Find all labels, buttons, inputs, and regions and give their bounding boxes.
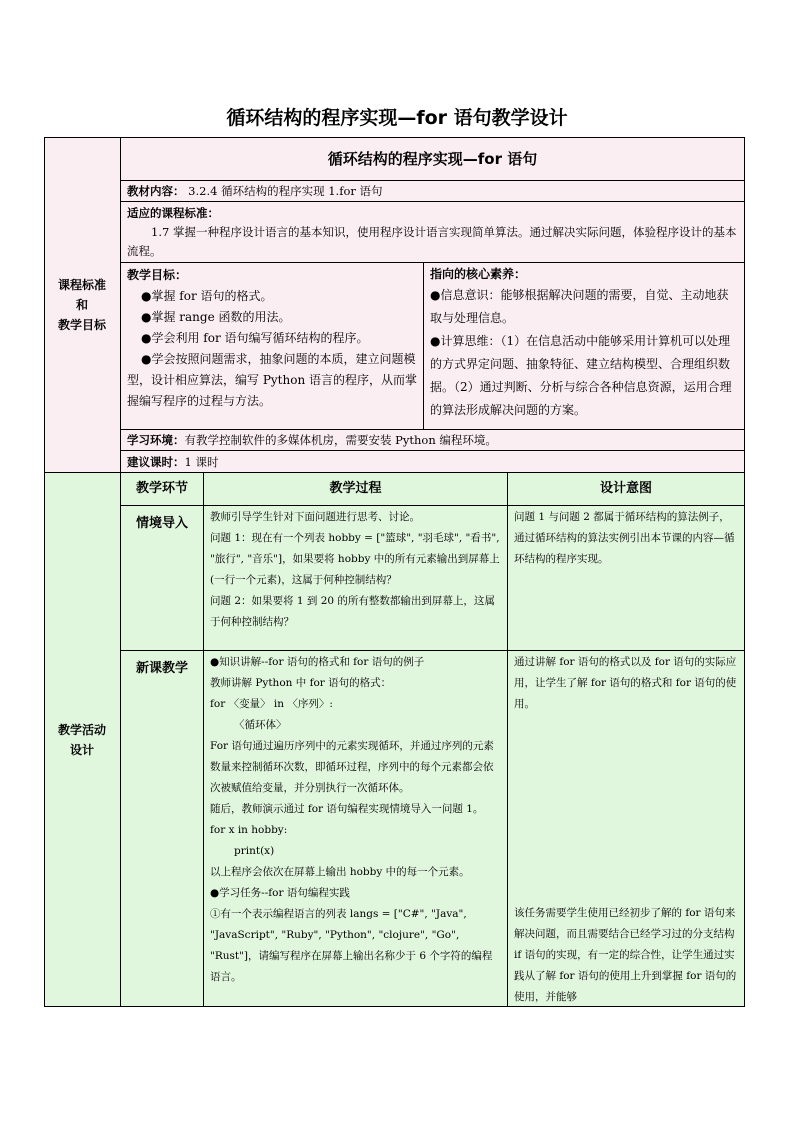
section1-label-line1: 课程标准 (57, 278, 106, 292)
objective-item: ●掌握 for 语句的格式。 (141, 289, 273, 303)
col-divider (423, 262, 424, 429)
table-border (744, 137, 745, 1007)
row-divider (120, 650, 745, 651)
stage-intro-intent (508, 506, 744, 650)
textbook-row (121, 181, 744, 201)
section1-label-line3: 教学目标 (57, 318, 106, 332)
lesson-title-text: 循环结构的程序实现—for 语句 (327, 149, 538, 168)
col-header-stage: 教学环节 (121, 473, 203, 505)
col-divider (507, 472, 508, 1007)
hours-value: 1 课时 (184, 455, 219, 469)
environment-value: 有教学控制软件的多媒体机房，需要安装 Python 编程环境。 (184, 433, 497, 447)
textbook-value: 3.2.4 循环结构的程序实现 1.for 语句 (184, 184, 383, 198)
section-divider (44, 472, 745, 473)
literacy-cell (424, 263, 744, 429)
row-divider (120, 262, 745, 263)
table-border (44, 137, 45, 1007)
process-line: ●学习任务--for 语句编程实践 (210, 887, 350, 899)
process-line: for x in hobby: (210, 824, 288, 836)
objective-item: ●学会按照问题需求，抽象问题的本质，建立问题模型，设计相应算法，编写 Python 语言的程序，从而掌握编写程序的过程与方法。 (127, 352, 417, 408)
stage-new-name: 新课教学 (121, 651, 203, 1006)
row-divider (120, 429, 745, 430)
process-line: For 语句通过遍历序列中的元素实现循环，并通过序列的元素数量来控制循环次数，即循环过程，序列中的每个元素都会依次被赋值给变量，并分别执行一次循环体。 (210, 740, 494, 794)
section1-label-line2: 和 (75, 298, 88, 312)
standard-label: 适应的课程标准： (127, 206, 219, 220)
intent-text: 通过讲解 for 语句的格式以及 for 语句的实际应用，让学生了解 for 语句的格式和 for 语句的使用。 (514, 656, 737, 710)
table-border (44, 1006, 745, 1007)
process-line: 教师引导学生针对下面问题进行思考、讨论。 (210, 511, 420, 523)
stage-new-intent (508, 651, 744, 1006)
stage-intro-name: 情境导入 (121, 506, 203, 650)
literacy-label: 指向的核心素养： (430, 267, 527, 281)
document-title: 循环结构的程序实现—for 语句教学设计 (226, 107, 568, 129)
hours-label: 建议课时： (127, 455, 185, 469)
hours-row (121, 451, 744, 472)
process-line: 问题 1：现在有一个列表 hobby = ["篮球", "羽毛球", "看书", "旅行", "音乐"]，如果要将 hobby 中的所有元素输出到屏幕上(一行一个元素)，这属于何种控制结构？ (210, 532, 500, 586)
row-divider (120, 450, 745, 451)
section1-label (44, 138, 120, 472)
environment-label: 学习环境： (127, 433, 185, 447)
row-divider (120, 180, 745, 181)
stage-new-process (204, 651, 507, 1006)
section2-label-line1: 教学活动 (57, 722, 106, 737)
process-line: 问题 2：如果要将 1 到 20 的所有整数都输出到屏幕上，这属于何种控制结构？ (210, 595, 495, 628)
process-line: 随后，教师演示通过 for 语句编程实现情境导入一问题 1。 (210, 803, 484, 815)
intent-text: 该任务需要学生使用已经初步了解的 for 语句来解决问题，而且需要结合已经学习过的分支结构 if 语句的实现，有一定的综合性，让学生通过实践从了解 for 语句的使用上升到掌握 for 语句的使用，并能够 (514, 907, 737, 1003)
process-line: ●知识讲解--for 语句的格式和 for 语句的例子 (210, 656, 425, 668)
process-line: 〈循环体〉 (234, 719, 287, 731)
standard-row (121, 202, 744, 262)
col-header-process: 教学过程 (204, 473, 507, 505)
objective-item: ●学会利用 for 语句编写循环结构的程序。 (141, 331, 369, 345)
literacy-item: ●信息意识：能够根据解决问题的需要，自觉、主动地获取与处理信息。 (430, 288, 729, 325)
col-divider (203, 472, 204, 1007)
process-line: ①有一个表示编程语言的列表 langs = ["C#", "Java", "JavaScript", "Ruby", "Python", "clojure", "Go", "Rust"]，请编写程序在屏幕上输出名称少于 6 个字符的编程语言。 (210, 908, 493, 983)
table-border (44, 137, 745, 138)
standard-text: 1.7 掌握一种程序设计语言的基本知识，使用程序设计语言实现简单算法。通过解决实际问题，体验程序设计的基本流程。 (127, 225, 737, 258)
stage-intro-process (204, 506, 507, 650)
section2-label (44, 473, 120, 1006)
intent-text: 问题 1 与问题 2 都属于循环结构的算法例子，通过循环结构的算法实例引出本节课的内容—循环结构的程序实现。 (514, 511, 735, 565)
literacy-item: ●计算思维：（1）在信息活动中能够采用计算机可以处理的方式界定问题、抽象特征、建立结构模型、合理组织数据。（2）通过判断、分析与综合各种信息资源，运用合理的算法形成解决问题的方案。 (430, 334, 732, 417)
environment-row (121, 430, 744, 450)
textbook-label: 教材内容： (127, 184, 185, 198)
process-line: 以上程序会依次在屏幕上输出 hobby 中的每一个元素。 (210, 866, 470, 878)
process-line: print(x) (234, 845, 275, 857)
process-line: 教师讲解 Python 中 for 语句的格式： (210, 677, 392, 689)
row-divider (120, 201, 745, 202)
section2-label-line2: 设计 (69, 742, 94, 757)
lesson-title (121, 138, 744, 180)
row-divider (120, 505, 745, 506)
objectives-label: 教学目标： (127, 268, 188, 282)
objective-item: ●掌握 range 函数的用法。 (141, 310, 291, 324)
col-header-intent: 设计意图 (508, 473, 744, 505)
table-border (120, 137, 121, 1007)
process-line: for 〈变量〉 in 〈序列〉: (210, 698, 333, 710)
objectives-cell (121, 263, 423, 429)
